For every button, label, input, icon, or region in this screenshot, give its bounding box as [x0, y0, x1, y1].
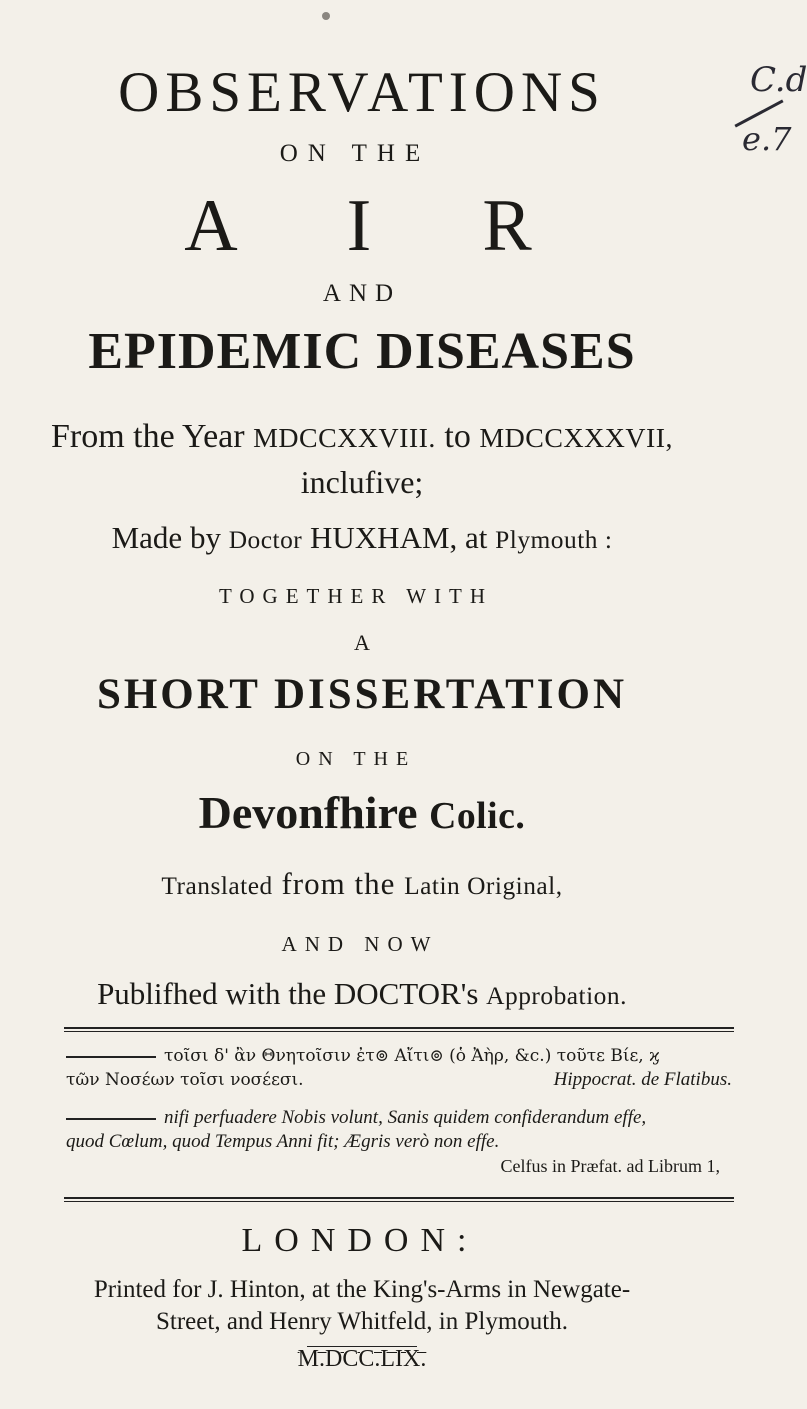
latin-text-1: nifi perfuadere Nobis volunt, Sanis quidem confiderandum effe, — [164, 1107, 647, 1128]
latin-quote-line-1 — [66, 1106, 732, 1130]
translated-from: from the — [281, 866, 396, 901]
imprint-line-2: Street, and Henry Whitfeld, in Plymouth. — [156, 1308, 568, 1335]
subtitle-on-the: ON THE — [295, 748, 417, 770]
author-place: Plymouth : — [495, 526, 613, 554]
rule-top-thin — [64, 1031, 734, 1032]
article-a: A — [354, 630, 370, 655]
title-and: AND — [322, 280, 402, 307]
date-inclusive: inclufive; — [300, 464, 424, 500]
margin-note-1: C.d — [750, 60, 807, 100]
date-start: MDCCXXVIII. — [253, 423, 436, 454]
title-air — [0, 184, 762, 269]
author-title: Doctor — [228, 526, 303, 554]
date-from-label: From the Year — [50, 418, 245, 455]
greek-source: Hippocrat. de Flatibus. — [553, 1069, 732, 1090]
together-with: TOGETHER WITH — [218, 584, 494, 608]
latin-quote-line-2: quod Cœlum, quod Tempus Anni fit; Ægris verò non effe. — [66, 1131, 500, 1152]
translated-latin: Latin Original, — [404, 872, 563, 900]
and-now: AND NOW — [281, 932, 439, 956]
title-observations: OBSERVATIONS — [118, 61, 606, 124]
greek-text-2: τῶν Νοσέων τοῖσι νοσέεσι. — [66, 1070, 304, 1090]
ink-spot — [322, 12, 330, 20]
author-name: HUXHAM, — [310, 520, 458, 555]
rule-bottom-thin — [64, 1201, 734, 1202]
quote-dash — [66, 1118, 156, 1120]
translated-line — [0, 866, 762, 902]
published-line — [0, 976, 762, 1012]
author-line — [0, 520, 762, 556]
quote-dash — [66, 1056, 156, 1058]
devonshire-colic — [0, 786, 762, 839]
author-prefix: Made by — [111, 520, 221, 555]
date-to-label: to — [444, 418, 471, 455]
imprint-line-1: Printed for J. Hinton, at the King's-Arms in Newgate- — [93, 1276, 631, 1303]
translated-prefix: Translated — [161, 872, 273, 900]
title-air-a: A — [184, 185, 244, 267]
date-range — [0, 418, 762, 456]
colic-place: Devonfhire — [198, 787, 418, 838]
margin-note-2: e.7 — [742, 120, 792, 158]
title-epidemic-diseases: EPIDEMIC DISEASES — [88, 323, 636, 380]
title-on-the: ON THE — [279, 140, 431, 167]
latin-source: Celfus in Præfat. ad Librum 1, — [500, 1156, 720, 1176]
title-air-r: R — [482, 185, 538, 267]
greek-text-1: τοῖσι δ' ἂν Θνητοῖσιν ἐτ⊚ Αἴτι⊚ (ὁ Ἀὴρ, &c.) τοῦτε Βίε, ϗ — [164, 1046, 660, 1066]
imprint-year: M.DCC.LIX. — [297, 1346, 427, 1372]
date-end: MDCCXXXVII, — [479, 423, 674, 454]
imprint-city: LONDON: — [241, 1222, 479, 1259]
published-approbation: Approbation. — [486, 982, 627, 1010]
published-prefix: Publifhed with the — [97, 976, 327, 1011]
colic-word: Colic. — [429, 795, 526, 837]
author-at: at — [465, 520, 488, 555]
greek-quote-line-2 — [66, 1068, 732, 1092]
published-doctor: DOCTOR's — [333, 976, 479, 1011]
title-air-i: I — [346, 185, 378, 267]
greek-quote-line-1 — [66, 1044, 732, 1068]
rule-top-thick — [64, 1027, 734, 1029]
rule-bottom-thick — [64, 1197, 734, 1199]
short-dissertation: SHORT DISSERTATION — [96, 671, 628, 718]
